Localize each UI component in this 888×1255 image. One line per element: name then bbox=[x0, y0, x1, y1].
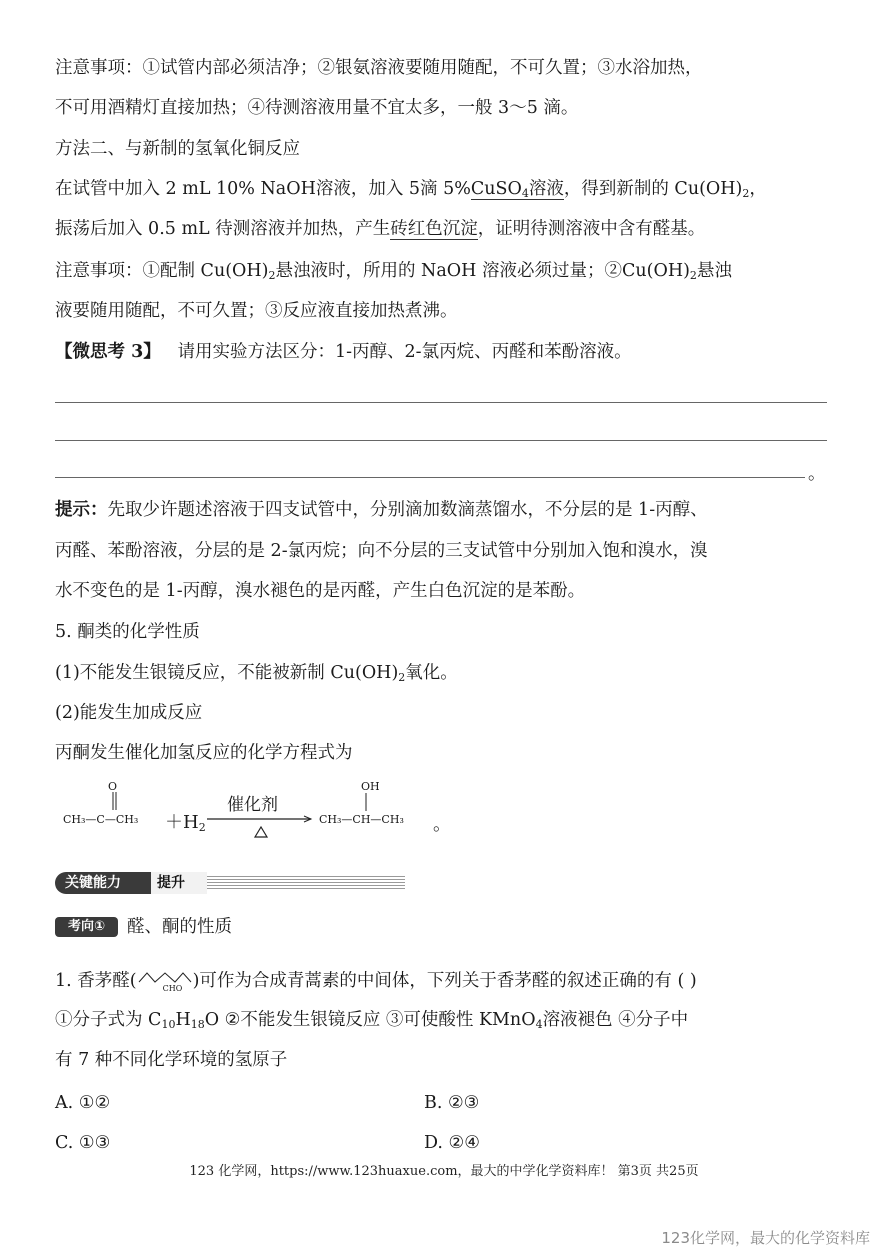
citronellal-structure: CHO bbox=[137, 968, 193, 990]
isopropanol-chain: CH₃—CH—CH₃ bbox=[319, 813, 404, 826]
option-b[interactable]: B. ②③ bbox=[424, 1093, 480, 1113]
answer-line-2 bbox=[55, 440, 827, 441]
method2-line-2: 振荡后加入 0.5 mL 待测溶液并加热，产生砖红色沉淀，证明待测溶液中含有醛基。 bbox=[55, 219, 706, 239]
plus-hydrogen: $+H_2$ bbox=[165, 812, 206, 834]
banner-stripe bbox=[207, 876, 405, 890]
ketone-equation-intro: 丙酮发生催化加氢反应的化学方程式为 bbox=[55, 743, 353, 763]
ketone-title: 5. 酮类的化学性质 bbox=[55, 622, 200, 642]
answer-line-1 bbox=[55, 402, 827, 403]
topic-tag: 考向① bbox=[55, 917, 118, 937]
page-footer: 123 化学网，https://www.123huaxue.com，最大的中学化学资料库！ 第3页 共25页 bbox=[189, 1164, 699, 1179]
banner-right-label: 提升 bbox=[151, 872, 207, 894]
carbonyl-double-bond bbox=[110, 792, 120, 812]
note-line-2: 不可用酒精灯直接加热；④待测溶液用量不宜太多，一般 3～5 滴。 bbox=[55, 98, 579, 118]
question-1-line-1: 1. 香茅醛( CHO )可作为合成青蒿素的中间体，下列关于香茅醛的叙述正确的有 ( ) bbox=[55, 968, 697, 993]
carbonyl-oxygen: O bbox=[108, 780, 118, 793]
topic-title: 醛、酮的性质 bbox=[127, 917, 232, 937]
equation-period: 。 bbox=[433, 814, 451, 835]
method2-line-1: 在试管中加入 2 mL 10% NaOH溶液，加入 5滴 5%CuSO$_4$溶液，得到新制的 $Cu(OH)_2$， bbox=[55, 179, 767, 200]
banner-left-label: 关键能力 bbox=[55, 872, 151, 894]
method2-title: 方法二、与新制的氢氧化铜反应 bbox=[55, 139, 300, 159]
key-ability-banner bbox=[55, 872, 405, 894]
hydroxyl-group: OH bbox=[361, 780, 380, 793]
hydroxyl-bond bbox=[364, 793, 370, 813]
ketone-point-2: (2)能发生加成反应 bbox=[55, 703, 203, 723]
ketone-point-1: (1)不能发生银镜反应，不能被新制 $Cu(OH)_2$氧化。 bbox=[55, 663, 458, 684]
reaction-arrow bbox=[207, 814, 315, 840]
question-1-line-2: ①分子式为 $C_{10}H_{18}O$ ②不能发生银镜反应 ③可使酸性 KMnO$_4$溶液褪色 ④分子中 bbox=[55, 1010, 689, 1031]
hint-line-3: 水不变色的是 1-丙醇，溴水褪色的是丙醛，产生白色沉淀的是苯酚。 bbox=[55, 581, 586, 601]
question-1-line-3: 有 7 种不同化学环境的氢原子 bbox=[55, 1050, 288, 1070]
hint-line-1: 提示：先取少许题述溶液于四支试管中，分别滴加数滴蒸馏水，不分层的是 1-丙醇、 bbox=[55, 500, 708, 520]
method2-note-line-1: 注意事项：①配制 $Cu(OH)_2$悬浊液时，所用的 NaOH 溶液必须过量；$②Cu(OH)_2$悬浊 bbox=[55, 261, 732, 282]
option-c[interactable]: C. ①③ bbox=[55, 1133, 111, 1153]
think-question: 【微思考 3】 请用实验方法区分：1-丙醇、2-氯丙烷、丙醛和苯酚溶液。 bbox=[55, 342, 632, 362]
site-watermark: 123化学网，最大的化学资料库 bbox=[661, 1229, 870, 1247]
answer-period: 。 bbox=[808, 464, 826, 484]
option-d[interactable]: D. ②④ bbox=[424, 1133, 480, 1153]
hint-line-2: 丙醛、苯酚溶液，分层的是 2-氯丙烷；向不分层的三支试管中分别加入饱和溴水，溴 bbox=[55, 541, 708, 561]
note-line-1: 注意事项：①试管内部必须洁净；②银氨溶液要随用随配，不可久置；③水浴加热， bbox=[55, 58, 703, 78]
answer-line-3 bbox=[55, 477, 805, 478]
option-a[interactable]: A. ①② bbox=[55, 1093, 111, 1113]
catalyst-label: 催化剂 bbox=[227, 795, 278, 815]
acetone-hydrogenation-equation bbox=[55, 780, 475, 840]
acetone-chain: CH₃—C—CH₃ bbox=[63, 813, 139, 826]
method2-note-line-2: 液要随用随配，不可久置；③反应液直接加热煮沸。 bbox=[55, 301, 458, 321]
